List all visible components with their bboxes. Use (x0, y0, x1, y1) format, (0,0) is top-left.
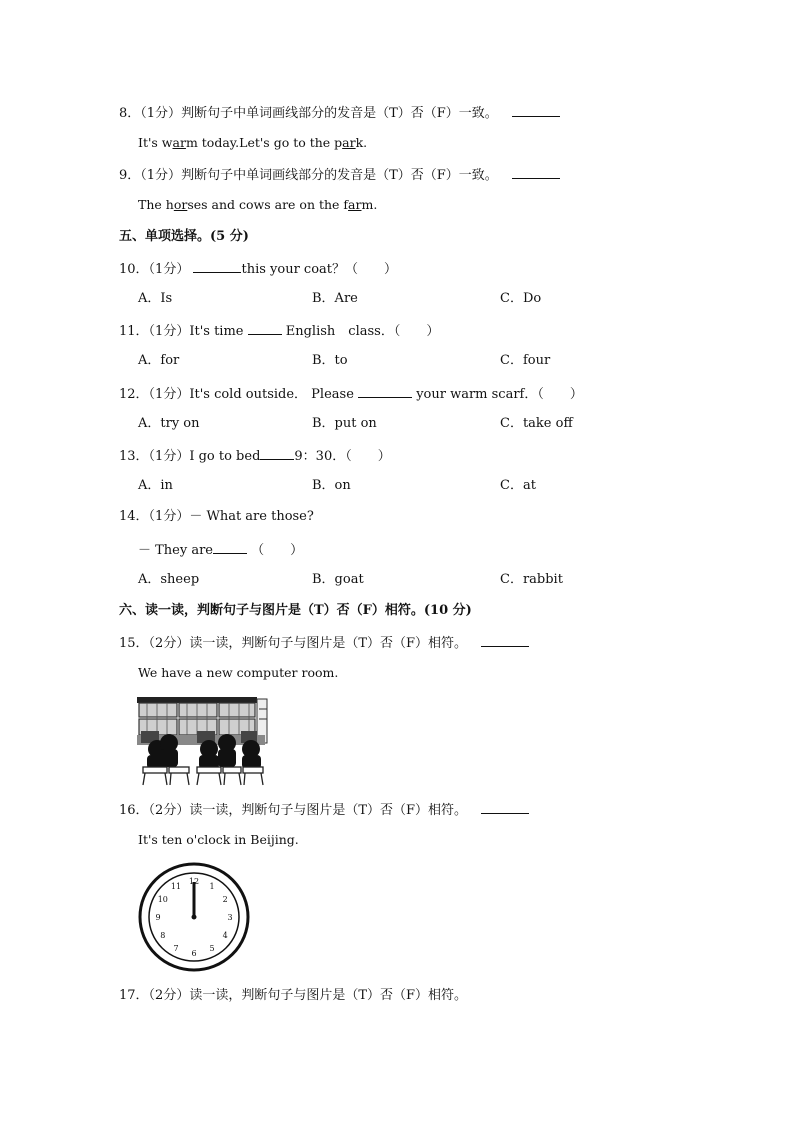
question-stem: 读一读，判断句子与图片是（T）否（F）相符。 (189, 988, 468, 1003)
option-a[interactable]: A．for (138, 353, 180, 368)
question-number: 16． (119, 803, 149, 818)
answer-blank[interactable] (481, 633, 529, 647)
answer-blank[interactable] (512, 165, 560, 179)
question-12 (119, 384, 583, 404)
question-16-sentence: It's ten o'clock in Beijing. (138, 832, 299, 847)
underlined-part: or (173, 197, 188, 212)
question-number: 8． (119, 106, 141, 121)
option-b[interactable]: B．to (312, 353, 348, 368)
question-15 (119, 633, 529, 653)
question-14 (119, 508, 314, 526)
clock-number: 11 (170, 881, 182, 891)
question-stem: 读一读，判断句子与图片是（T）否（F）相符。 (189, 636, 468, 651)
option-c[interactable]: C．Do (500, 291, 542, 306)
question-17 (119, 987, 467, 1005)
question-number: 14． (119, 509, 149, 524)
question-number: 15． (119, 636, 149, 651)
clock-number: 7 (173, 944, 179, 954)
question-9-sentence (138, 196, 377, 214)
answer-blank[interactable] (260, 446, 294, 460)
question-stem: this your coat？（ ） (241, 262, 397, 277)
option-a[interactable]: A．try on (138, 416, 200, 431)
option-c[interactable]: C．take off (500, 416, 573, 431)
sentence-part: ses and cows are on the f (187, 197, 349, 212)
option-a[interactable]: A．in (138, 478, 173, 493)
answer-blank[interactable] (358, 384, 412, 398)
clock-number: 1 (209, 881, 215, 891)
option-b[interactable]: B．goat (312, 572, 364, 587)
question-8 (119, 103, 560, 123)
underlined-part: ar (342, 135, 356, 150)
question-stem: 判断句子中单词画线部分的发音是（T）否（F）一致。 (181, 168, 498, 183)
clock-number: 10 (157, 895, 168, 904)
option-b[interactable]: B．put on (312, 416, 377, 431)
question-number: 10． (119, 262, 149, 277)
answer-blank[interactable] (213, 540, 247, 554)
sentence-part: m. (361, 197, 378, 212)
question-11 (119, 321, 439, 341)
underlined-part: ar (348, 197, 362, 212)
option-b[interactable]: B．on (312, 478, 351, 493)
clock-number: 12 (188, 877, 200, 886)
question-stem: I go to bed (189, 449, 261, 464)
clock-number: 2 (222, 895, 228, 904)
computer-room-picture (137, 695, 269, 787)
question-number: 9． (119, 168, 141, 183)
answer-blank[interactable] (481, 800, 529, 814)
section-6-heading: 六、读一读，判断句子与图片是（T）否（F）相符。(10 分) (119, 603, 472, 618)
answer-blank[interactable] (512, 103, 560, 117)
question-number: 12． (119, 387, 149, 402)
question-stem: （ ） (251, 543, 304, 558)
question-stem: 9：30．（ ） (294, 449, 391, 464)
clock-number: 3 (227, 913, 233, 922)
question-score: （1分） (140, 106, 182, 121)
question-number: 17． (119, 988, 149, 1003)
option-a[interactable]: A．sheep (138, 572, 200, 587)
question-13 (119, 446, 391, 466)
sentence-part: The h (138, 197, 174, 212)
answer-blank[interactable] (248, 321, 282, 335)
question-score: （1分） (140, 168, 182, 183)
question-stem: It's time (189, 324, 244, 339)
question-16 (119, 800, 529, 820)
question-score: （1分） (148, 324, 190, 339)
sentence-part: k. (355, 135, 368, 150)
clock-number: 4 (222, 931, 228, 940)
option-c[interactable]: C．four (500, 353, 551, 368)
clock-number: 6 (191, 949, 197, 958)
clock-number: 9 (155, 913, 161, 922)
question-stem: 读一读，判断句子与图片是（T）否（F）相符。 (189, 803, 468, 818)
question-8-sentence (138, 134, 367, 152)
question-score: （2分） (148, 988, 190, 1003)
section-5-heading: 五、单项选择。(5 分) (119, 229, 249, 244)
question-score: （1分） (148, 449, 190, 464)
question-number: 11． (119, 324, 149, 339)
sentence-part: m today.Let's go to the p (185, 135, 343, 150)
question-score: （1分） (148, 387, 190, 402)
question-score: （2分） (148, 803, 190, 818)
option-b[interactable]: B．Are (312, 291, 358, 306)
question-score: （1分） (148, 262, 190, 277)
question-score: （2分） (148, 636, 190, 651)
answer-blank[interactable] (193, 259, 241, 273)
question-number: 13． (119, 449, 149, 464)
underlined-part: ar (172, 135, 186, 150)
question-15-sentence: We have a new computer room. (138, 665, 339, 680)
question-stem: － They are (138, 543, 214, 558)
option-a[interactable]: A．Is (138, 291, 173, 306)
clock-number: 5 (209, 944, 215, 954)
sentence-part: It's w (138, 135, 173, 150)
question-stem: your warm scarf．（ ） (416, 387, 583, 402)
question-stem: － What are those? (189, 509, 314, 524)
clock-picture (138, 862, 250, 972)
option-c[interactable]: C．at (500, 478, 536, 493)
question-9 (119, 165, 560, 185)
question-14-line2 (138, 540, 303, 560)
question-stem: 判断句子中单词画线部分的发音是（T）否（F）一致。 (181, 106, 498, 121)
question-stem: English class．（ ） (285, 324, 440, 339)
question-score: （1分） (148, 509, 190, 524)
option-c[interactable]: C．rabbit (500, 572, 563, 587)
question-10 (119, 259, 397, 279)
clock-number: 8 (160, 931, 166, 940)
question-stem: It's cold outside． Please (189, 387, 354, 402)
